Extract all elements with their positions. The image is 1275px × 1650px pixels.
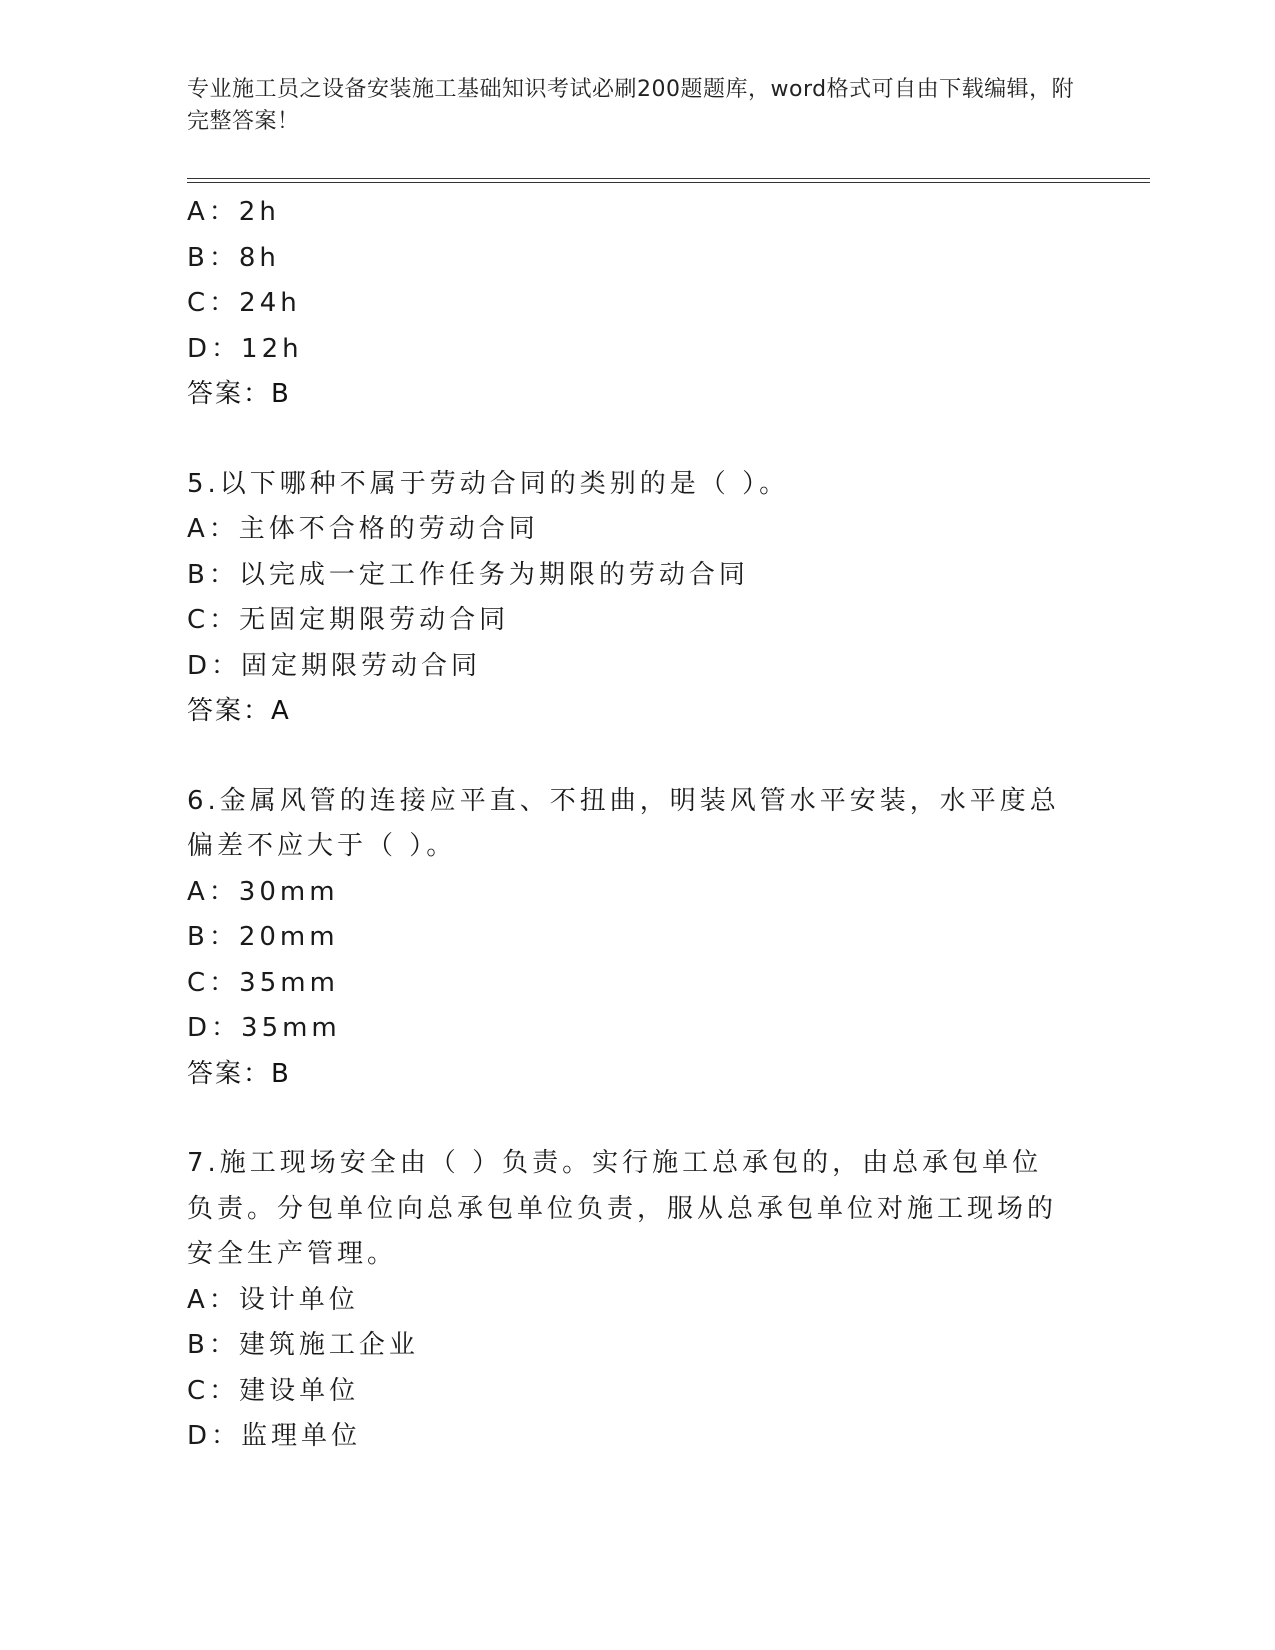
question-4	[187, 190, 1087, 418]
question-text: 5.以下哪种不属于劳动合同的类别的是（ ）。	[187, 468, 790, 499]
question-6	[187, 779, 1087, 1098]
question-list	[187, 190, 1087, 1460]
option-a: A：2h	[187, 197, 280, 227]
question-text: 6.金属风管的连接应平直、不扭曲，明装风管水平安装，水平度总偏差不应大于（ ）。	[187, 785, 1060, 861]
answer: 答案：A	[187, 696, 291, 726]
answer: 答案：B	[187, 1058, 291, 1089]
option-b: B：建筑施工企业	[187, 1330, 419, 1360]
header-title: 专业施工员之设备安装施工基础知识考试必刷200题题库，word格式可自由下载编辑，附完整答案！	[187, 77, 1075, 134]
question-5	[187, 462, 1087, 735]
option-c: C：建设单位	[187, 1375, 360, 1406]
option-c: C：24h	[187, 288, 301, 318]
option-a: A：主体不合格的劳动合同	[187, 514, 539, 544]
option-b: B：20mm	[187, 922, 339, 952]
option-c: C：无固定期限劳动合同	[187, 605, 510, 635]
option-a: A：30mm	[187, 876, 339, 907]
question-text: 7.施工现场安全由（ ）负责。实行施工总承包的，由总承包单位负责。分包单位向总承包单位负责，服从总承包单位对施工现场的安全生产管理。	[187, 1148, 1058, 1269]
option-d: D：监理单位	[187, 1421, 362, 1451]
answer: 答案：B	[187, 379, 291, 409]
page-header	[187, 74, 1087, 138]
option-d: D：35mm	[187, 1013, 341, 1043]
option-d: D：12h	[187, 333, 303, 364]
option-a: A：设计单位	[187, 1284, 359, 1315]
option-b: B：以完成一定工作任务为期限的劳动合同	[187, 559, 749, 590]
header-rule-bottom	[187, 182, 1150, 183]
question-7	[187, 1141, 1087, 1460]
header-rule-top	[187, 178, 1150, 179]
option-d: D：固定期限劳动合同	[187, 650, 482, 681]
option-b: B：8h	[187, 242, 280, 273]
option-c: C：35mm	[187, 967, 339, 998]
